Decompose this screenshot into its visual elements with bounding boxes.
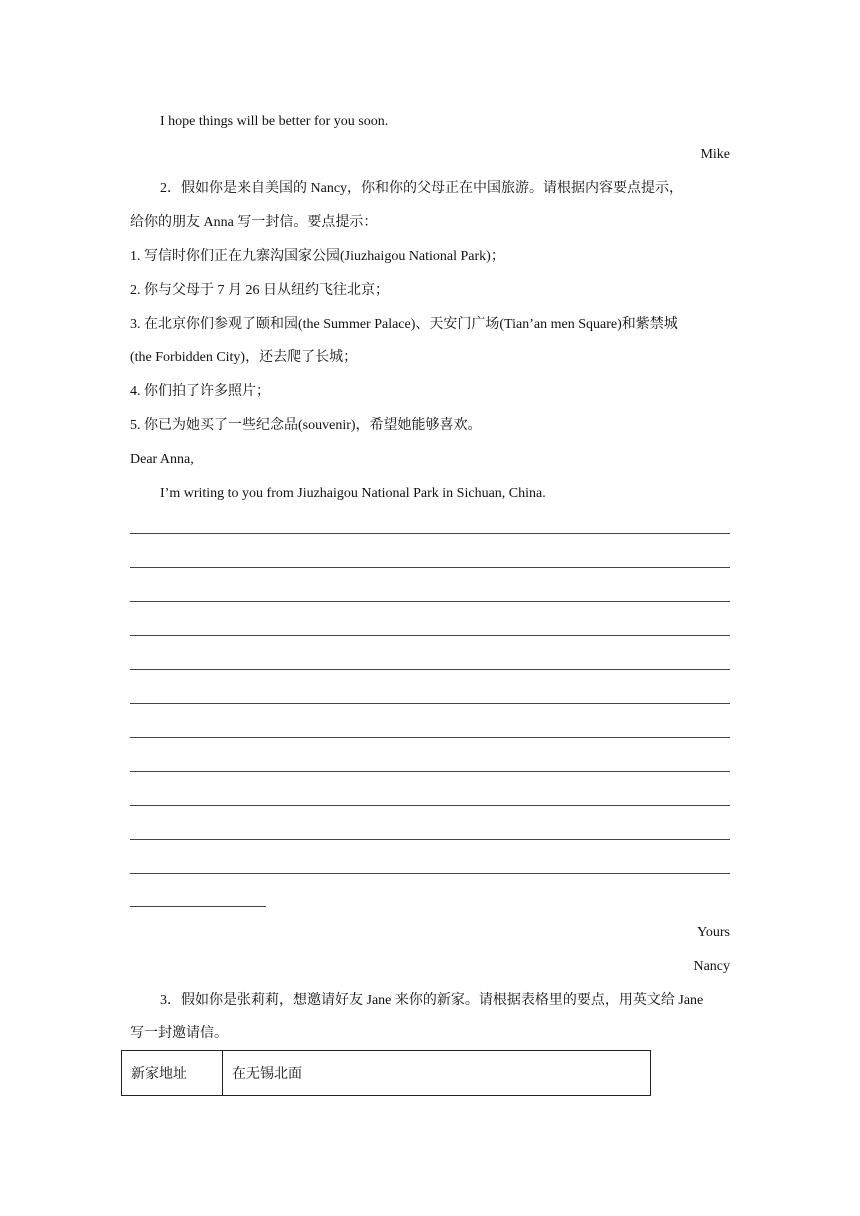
q2-point-3: 3. 在北京你们参观了颐和园(the Summer Palace)、天安门广场(Tian’an men Square)和紫禁城: [130, 317, 678, 332]
q3-prompt-line1: 3．假如你是张莉莉，想邀请好友 Jane 来你的新家。请根据表格里的要点，用英文给 Jane: [160, 993, 704, 1008]
answer-line[interactable]: [130, 737, 730, 738]
q2-point-2: 2. 你与父母于 7 月 26 日从纽约飞往北京；: [130, 283, 389, 298]
table-value: 在无锡北面: [223, 1051, 651, 1096]
answer-line[interactable]: [130, 839, 730, 840]
answer-line[interactable]: [130, 873, 730, 874]
closing-yours: Yours: [697, 925, 730, 940]
salutation: Dear Anna,: [130, 452, 194, 467]
signature-nancy: Nancy: [693, 959, 730, 974]
answer-line[interactable]: [130, 533, 730, 534]
q2-point-5: 5. 你已为她买了一些纪念品(souvenir)，希望她能够喜欢。: [130, 418, 482, 433]
info-table: [121, 1050, 651, 1096]
answer-line[interactable]: [130, 771, 730, 772]
answer-line[interactable]: [130, 703, 730, 704]
letter-opening: I’m writing to you from Jiuzhaigou National Park in Sichuan, China.: [160, 486, 546, 501]
q3-prompt-line2: 写一封邀请信。: [130, 1026, 228, 1041]
answer-line[interactable]: [130, 805, 730, 806]
answer-line-short[interactable]: [130, 906, 266, 907]
q2-prompt-line1: 2．假如你是来自美国的 Nancy，你和你的父母正在中国旅游。请根据内容要点提示，: [160, 181, 684, 196]
answer-line[interactable]: [130, 635, 730, 636]
q2-point-3-cont: (the Forbidden City)，还去爬了长城；: [130, 350, 358, 365]
answer-line[interactable]: [130, 601, 730, 602]
signature-mike: Mike: [700, 147, 730, 162]
q2-prompt-line2: 给你的朋友 Anna 写一封信。要点提示：: [130, 215, 378, 230]
q2-point-4: 4. 你们拍了许多照片；: [130, 384, 270, 399]
table-row: [122, 1051, 651, 1096]
table-label: 新家地址: [122, 1051, 223, 1096]
closing-line: I hope things will be better for you soon.: [160, 114, 389, 129]
answer-line[interactable]: [130, 669, 730, 670]
q2-point-1: 1. 写信时你们正在九寨沟国家公园(Jiuzhaigou National Park)；: [130, 249, 505, 264]
answer-line[interactable]: [130, 567, 730, 568]
